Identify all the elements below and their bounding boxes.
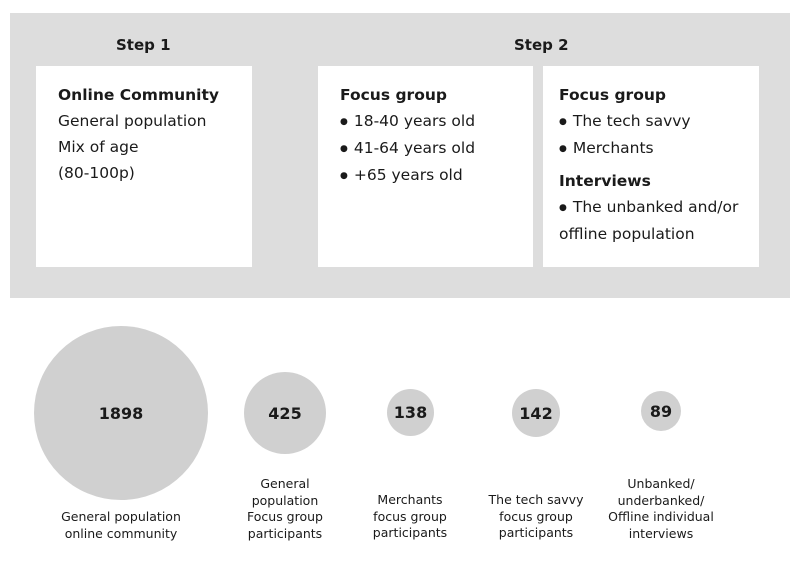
caption-merchants bbox=[373, 492, 447, 542]
online-community-box bbox=[36, 66, 252, 267]
caption-line: focus group bbox=[373, 508, 447, 524]
caption-line: General bbox=[260, 476, 310, 491]
box-title: Online Community bbox=[58, 86, 220, 104]
caption-line: The tech savvy bbox=[488, 492, 584, 507]
box-bullet: ● The tech savvy bbox=[559, 108, 759, 135]
circle-142: 142 bbox=[512, 389, 560, 437]
box-bullet: ● The unbanked and/or bbox=[559, 194, 759, 221]
caption-line: interviews bbox=[628, 525, 694, 541]
box-title: Focus group bbox=[340, 86, 447, 104]
box-line: (80-100p) bbox=[58, 164, 135, 182]
focus-group-interviews-box bbox=[543, 66, 759, 267]
box-line: offline population bbox=[559, 225, 695, 243]
box-bullet: ● Merchants bbox=[559, 135, 759, 162]
caption-line: participants bbox=[372, 525, 448, 540]
box-line: General population bbox=[58, 112, 207, 130]
focus-group-age-box bbox=[318, 66, 533, 267]
box-title: Focus group bbox=[559, 86, 666, 104]
caption-line: participants bbox=[498, 525, 574, 540]
box-subtitle: Interviews bbox=[559, 172, 651, 190]
box-bullet: ● 18-40 years old bbox=[340, 108, 533, 135]
circle-1898: 1898 bbox=[34, 326, 208, 500]
circle-138: 138 bbox=[387, 389, 434, 436]
caption-line: Offline individual bbox=[608, 509, 714, 524]
caption-line: General population bbox=[61, 509, 181, 524]
caption-general-population bbox=[247, 476, 323, 542]
caption-line: online community bbox=[64, 525, 178, 541]
box-line: Mix of age bbox=[58, 138, 139, 156]
caption-line: population bbox=[251, 492, 319, 508]
caption-online-community bbox=[61, 509, 181, 542]
caption-line: Merchants bbox=[377, 492, 443, 507]
caption-line: Unbanked/ bbox=[627, 476, 695, 491]
caption-line: underbanked/ bbox=[617, 492, 705, 508]
caption-line: participants bbox=[247, 525, 323, 541]
caption-line: Focus group bbox=[247, 509, 323, 524]
circle-425: 425 bbox=[244, 372, 326, 454]
caption-tech-savvy bbox=[489, 492, 584, 542]
caption-unbanked bbox=[608, 476, 714, 542]
circle-89: 89 bbox=[641, 391, 681, 431]
caption-line: focus group bbox=[499, 508, 573, 524]
step-1-label: Step 1 bbox=[116, 36, 171, 54]
step-2-label: Step 2 bbox=[514, 36, 569, 54]
box-bullet: ● 41-64 years old bbox=[340, 135, 533, 162]
box-bullet: ● +65 years old bbox=[340, 162, 533, 189]
